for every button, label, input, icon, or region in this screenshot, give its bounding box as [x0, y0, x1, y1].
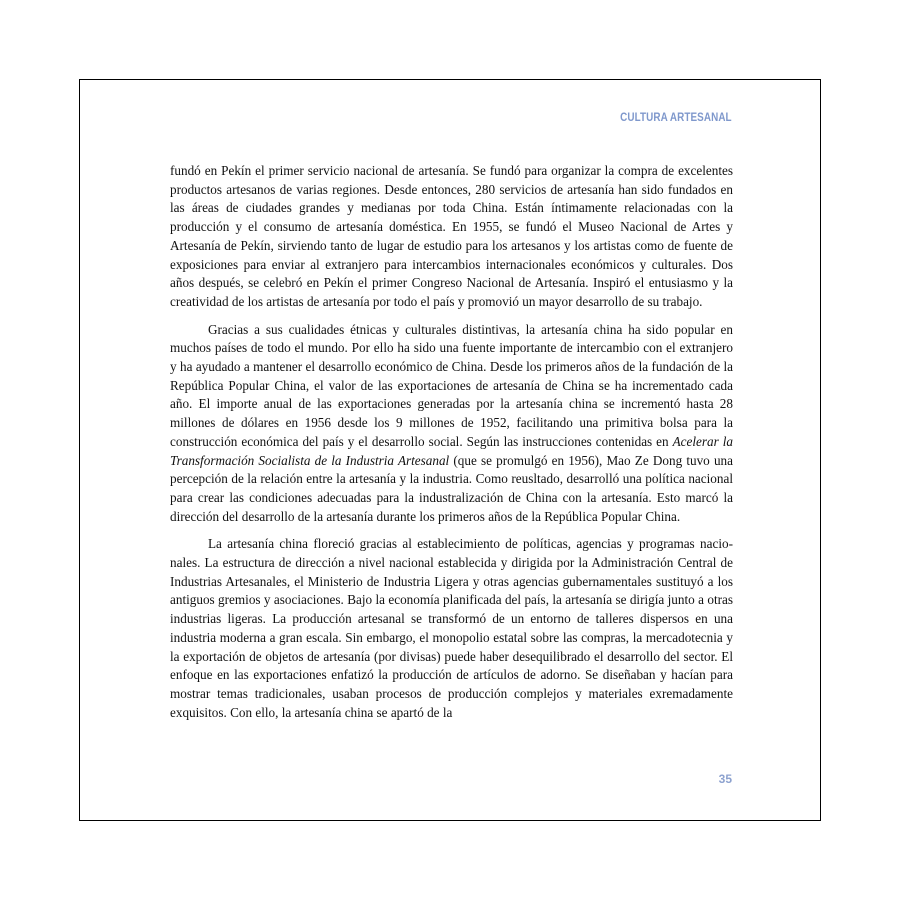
book-title: Acelerar la Transformación Socialista de la Industria Artesanal — [170, 433, 733, 468]
paragraph-3: La artesanía china floreció gracias al establecimiento de políticas, agencias y programas nacionales. La estructura de dirección a nivel nacional establecida y dirigida por la Administración Central de Industrias Artesanales, el Ministerio de Industria Ligera y otras agencias gubernamentales sustituyó a los antiguos gremios y asociaciones. Bajo la economía planificada del país, la artesanía se dirigía junto a otras industrias ligeras. La producción artesanal se transformó de un entorno de talleres dispersos en una industria moderna a gran escala. Sin embargo, el monopolio estatal sobre las compras, la mercadotecnia y la exportación de objetos de artesanía (por divisas) puede haber desequilibrado el desarrollo del sector. El enfoque en las exportaciones enfatizó la producción de artículos de adorno. Se diseñaban y hacían para mostrar temas tradicionales, usaban procesos de producción complejos y materiales exremadamente exquisitos. Con ello, la artesanía china se apartó de la — [170, 536, 733, 720]
paragraph-2 — [170, 321, 733, 527]
page-number: 35 — [718, 772, 732, 786]
running-header: CULTURA ARTESANAL — [620, 112, 732, 124]
paragraph-2-text-end: (que se promulgó en 1956), Mao Ze Dong tuvo una percepción de la relación entre la artesanía y la industria. Como reusltado, desarrolló una política nacional para crear las condiciones adecuadas para la industralización de China con la artesanía. Esto marcó la dirección del desarrollo de la artesanía durante los primeros años de la República Popular China. — [170, 452, 733, 524]
body-text — [170, 162, 733, 731]
paragraph-1: fundó en Pekín el primer servicio nacional de artesanía. Se fundó para organizar la compra de excelentes productos artesanos de varias regiones. Desde entonces, 280 servicios de artesanía han sido fundados en las áreas de ciudades grandes y medianas por toda China. Están íntimamente relacionadas con la producción y el consumo de artesanía doméstica. En 1955, se fundó el Museo Nacional de Artes y Artesanía de Pekín, sirviendo tanto de lugar de estudio para los artesanos y los artistas como de fuente de exposiciones para enviar al extranjero para intercambios internacionales económicos y culturales. Dos años después, se celebró en Pekín el primer Congreso Nacional de Artesanía. Inspiró el entusiasmo y la creatividad de los artistas de artesanía por todo el país y promovió un mayor desarrollo de su trabajo. — [170, 163, 733, 309]
paragraph-2-text-start: Gracias a sus cualidades étnicas y culturales distintivas, la artesanía china ha sido popular en muchos países de todo el mundo. Por ello ha sido una fuente importante de intercambio con el extranjero y ha ayudado a mantener el desarrollo económico de China. Desde los primeros años de la fundación de la República Popular China, el valor de las exportaciones de artesanía de China se ha incrementado cada año. El importe anual de las exportaciones generadas por la artesanía china se incrementó hasta 28 millones de dólares en 1956 desde los 9 millones de 1952, facilitando una primitiva bolsa para la construcción económica del país y el desarrollo social. Según las instrucciones contenidas en — [170, 321, 733, 449]
